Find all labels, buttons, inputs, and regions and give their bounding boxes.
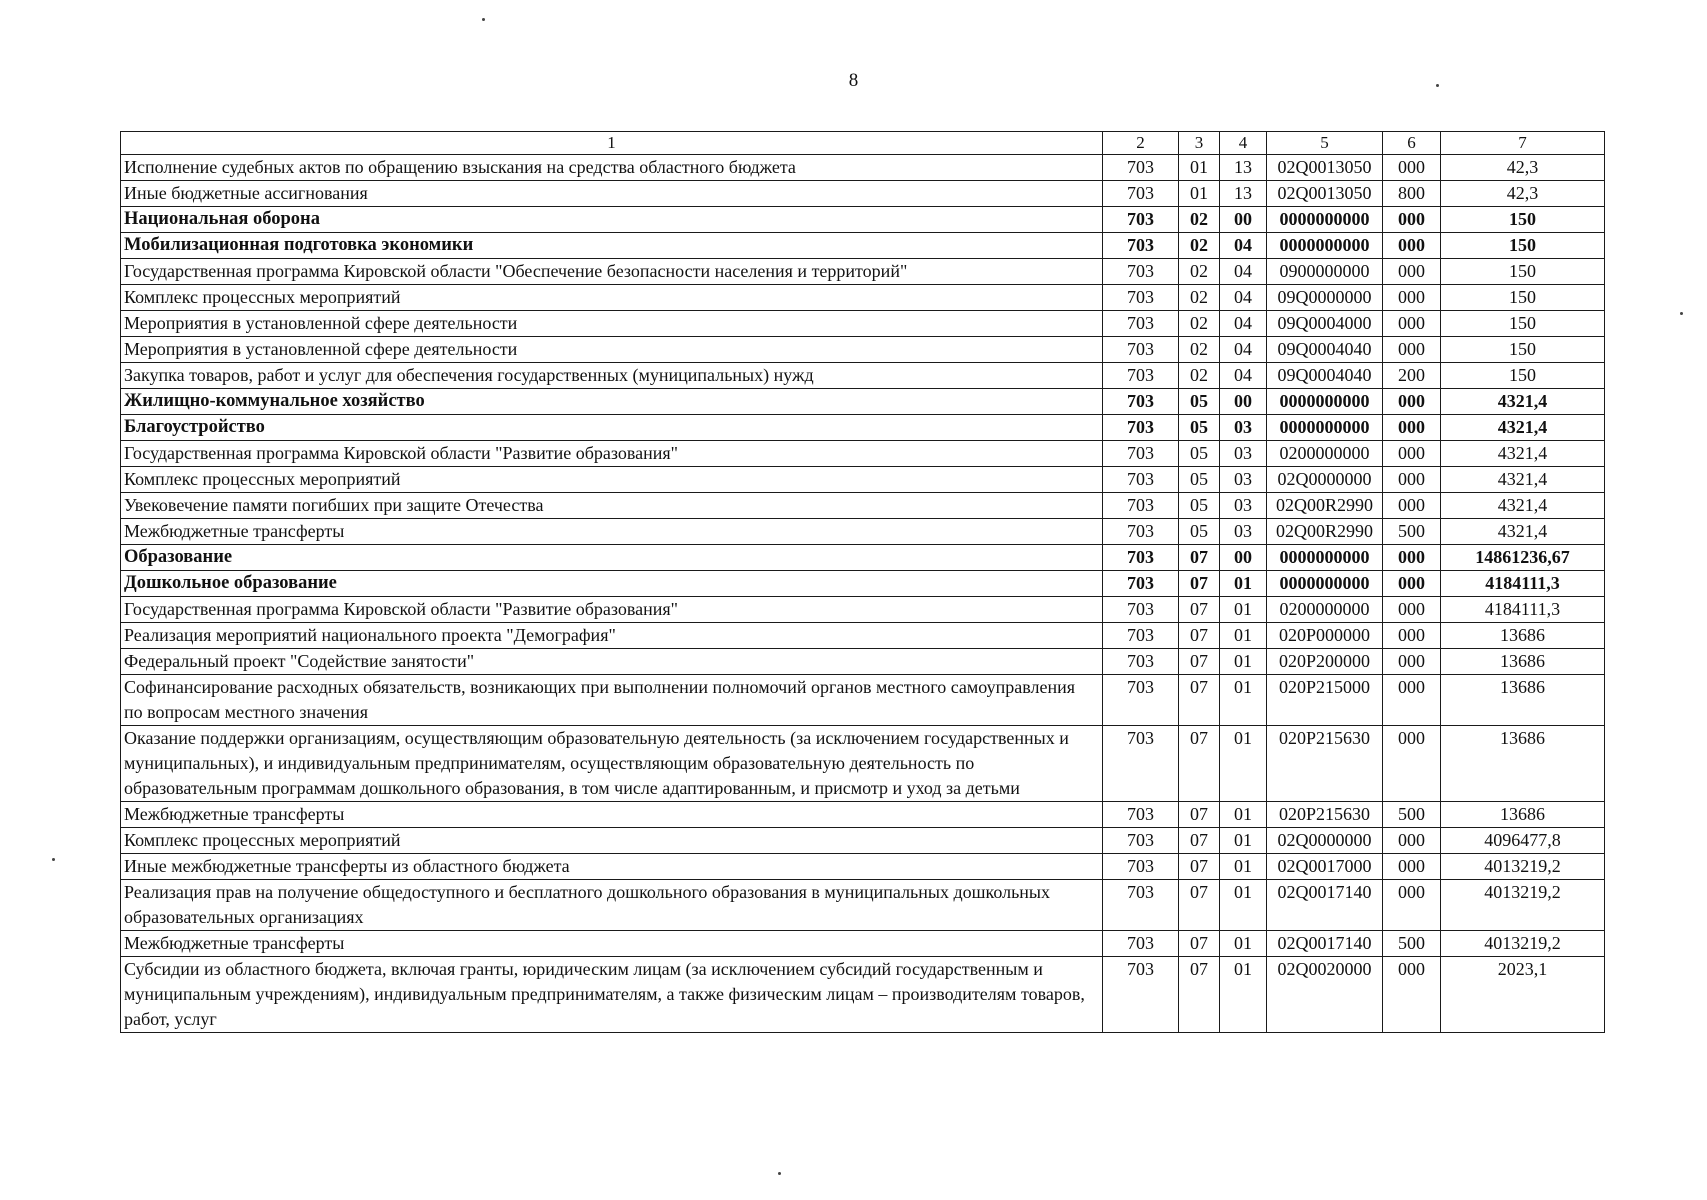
table-row — [121, 311, 1605, 337]
cell-code-5: 0000000000 — [1267, 207, 1383, 233]
cell-code-5: 02Q0000000 — [1267, 467, 1383, 493]
cell-amount: 150 — [1441, 259, 1605, 285]
cell-code-6: 000 — [1383, 285, 1441, 311]
cell-amount: 4184111,3 — [1441, 597, 1605, 623]
cell-code-6: 000 — [1383, 415, 1441, 441]
cell-amount: 4321,4 — [1441, 467, 1605, 493]
cell-code-6: 000 — [1383, 337, 1441, 363]
cell-amount: 4013219,2 — [1441, 880, 1605, 931]
column-header: 1 — [121, 132, 1103, 155]
row-name: Софинансирование расходных обязательств, возникающих при выполнении полномочий органов местного самоуправления по вопросам местного значения — [121, 675, 1103, 726]
column-header: 4 — [1220, 132, 1267, 155]
table-row — [121, 675, 1605, 726]
cell-amount: 14861236,67 — [1441, 545, 1605, 571]
cell-code-6: 000 — [1383, 649, 1441, 675]
row-name: Реализация прав на получение общедоступного и бесплатного дошкольного образования в муниципальных дошкольных образовательных организациях — [121, 880, 1103, 931]
cell-code-3: 07 — [1179, 597, 1220, 623]
table-row — [121, 726, 1605, 802]
cell-code-4: 01 — [1220, 726, 1267, 802]
table-row — [121, 519, 1605, 545]
cell-amount: 4184111,3 — [1441, 571, 1605, 597]
cell-code-6: 000 — [1383, 207, 1441, 233]
cell-code-3: 07 — [1179, 623, 1220, 649]
cell-code-3: 02 — [1179, 285, 1220, 311]
cell-code-2: 703 — [1103, 802, 1179, 828]
cell-code-2: 703 — [1103, 957, 1179, 1033]
row-name: Субсидии из областного бюджета, включая гранты, юридическим лицам (за исключением субсидий государственным и муниципальным учреждениям), индивидуальным предпринимателям, а также физическим лицам – производителям товаров, работ, услуг — [121, 957, 1103, 1033]
cell-code-5: 02Q00R2990 — [1267, 519, 1383, 545]
scan-speck — [1680, 312, 1683, 315]
row-name: Мероприятия в установленной сфере деятельности — [121, 337, 1103, 363]
row-name: Образование — [121, 545, 1103, 571]
cell-code-5: 0900000000 — [1267, 259, 1383, 285]
cell-code-3: 07 — [1179, 675, 1220, 726]
cell-code-3: 07 — [1179, 931, 1220, 957]
cell-amount: 4013219,2 — [1441, 854, 1605, 880]
row-name: Комплекс процессных мероприятий — [121, 467, 1103, 493]
cell-code-4: 01 — [1220, 571, 1267, 597]
cell-code-3: 05 — [1179, 415, 1220, 441]
cell-code-4: 00 — [1220, 207, 1267, 233]
cell-code-4: 01 — [1220, 957, 1267, 1033]
cell-code-3: 02 — [1179, 207, 1220, 233]
cell-code-6: 000 — [1383, 675, 1441, 726]
row-name: Оказание поддержки организациям, осуществляющим образовательную деятельность (за исключением государственных и муниципальных), и индивидуальным предпринимателям, осуществляющим образовательную деятельность по образовательным программам дошкольного образования, в том числе адаптированным, и присмотр и уход за детьми — [121, 726, 1103, 802]
scan-speck — [778, 1172, 781, 1175]
cell-amount: 150 — [1441, 363, 1605, 389]
cell-code-5: 09Q0000000 — [1267, 285, 1383, 311]
cell-amount: 150 — [1441, 207, 1605, 233]
cell-amount: 150 — [1441, 285, 1605, 311]
table-row — [121, 957, 1605, 1033]
row-name: Реализация мероприятий национального проекта "Демография" — [121, 623, 1103, 649]
cell-code-3: 05 — [1179, 389, 1220, 415]
table-row — [121, 802, 1605, 828]
table-row — [121, 545, 1605, 571]
cell-code-3: 07 — [1179, 802, 1220, 828]
cell-code-6: 500 — [1383, 519, 1441, 545]
cell-code-4: 13 — [1220, 155, 1267, 181]
cell-code-4: 01 — [1220, 880, 1267, 931]
cell-code-4: 04 — [1220, 233, 1267, 259]
cell-code-3: 01 — [1179, 181, 1220, 207]
cell-code-4: 03 — [1220, 467, 1267, 493]
cell-code-5: 02Q0017140 — [1267, 931, 1383, 957]
cell-code-2: 703 — [1103, 931, 1179, 957]
cell-code-2: 703 — [1103, 880, 1179, 931]
cell-amount: 4321,4 — [1441, 441, 1605, 467]
row-name: Межбюджетные трансферты — [121, 931, 1103, 957]
budget-table — [120, 131, 1605, 1033]
cell-code-3: 07 — [1179, 545, 1220, 571]
cell-code-2: 703 — [1103, 649, 1179, 675]
table-row — [121, 155, 1605, 181]
cell-amount: 4013219,2 — [1441, 931, 1605, 957]
cell-amount: 4096477,8 — [1441, 828, 1605, 854]
cell-amount: 4321,4 — [1441, 519, 1605, 545]
cell-code-5: 0200000000 — [1267, 597, 1383, 623]
cell-code-4: 01 — [1220, 649, 1267, 675]
cell-code-4: 03 — [1220, 415, 1267, 441]
cell-code-4: 01 — [1220, 854, 1267, 880]
table-row — [121, 623, 1605, 649]
cell-amount: 42,3 — [1441, 155, 1605, 181]
row-name: Иные бюджетные ассигнования — [121, 181, 1103, 207]
cell-code-2: 703 — [1103, 337, 1179, 363]
table-row — [121, 233, 1605, 259]
cell-code-4: 01 — [1220, 623, 1267, 649]
cell-code-4: 04 — [1220, 259, 1267, 285]
row-name: Федеральный проект "Содействие занятости" — [121, 649, 1103, 675]
cell-code-3: 07 — [1179, 649, 1220, 675]
cell-code-6: 000 — [1383, 311, 1441, 337]
cell-code-2: 703 — [1103, 726, 1179, 802]
cell-code-3: 07 — [1179, 880, 1220, 931]
cell-amount: 4321,4 — [1441, 415, 1605, 441]
cell-code-3: 05 — [1179, 467, 1220, 493]
cell-amount: 13686 — [1441, 675, 1605, 726]
page-number: 8 — [848, 70, 859, 91]
cell-amount: 2023,1 — [1441, 957, 1605, 1033]
row-name: Государственная программа Кировской области "Обеспечение безопасности населения и территорий" — [121, 259, 1103, 285]
cell-code-5: 09Q0004040 — [1267, 337, 1383, 363]
row-name: Государственная программа Кировской области "Развитие образования" — [121, 441, 1103, 467]
cell-code-2: 703 — [1103, 545, 1179, 571]
scan-speck — [482, 18, 485, 21]
cell-amount: 150 — [1441, 311, 1605, 337]
cell-code-5: 020P215630 — [1267, 726, 1383, 802]
cell-amount: 42,3 — [1441, 181, 1605, 207]
cell-code-3: 07 — [1179, 854, 1220, 880]
cell-code-4: 03 — [1220, 493, 1267, 519]
table-row — [121, 181, 1605, 207]
table-row — [121, 467, 1605, 493]
cell-code-4: 04 — [1220, 337, 1267, 363]
cell-code-5: 02Q0000000 — [1267, 828, 1383, 854]
cell-code-6: 000 — [1383, 467, 1441, 493]
table-row — [121, 337, 1605, 363]
cell-code-2: 703 — [1103, 285, 1179, 311]
cell-code-6: 000 — [1383, 597, 1441, 623]
cell-code-3: 02 — [1179, 311, 1220, 337]
cell-code-5: 02Q0017140 — [1267, 880, 1383, 931]
table-row — [121, 931, 1605, 957]
table-row — [121, 828, 1605, 854]
row-name: Жилищно-коммунальное хозяйство — [121, 389, 1103, 415]
cell-code-5: 0000000000 — [1267, 545, 1383, 571]
header-row — [121, 132, 1605, 155]
cell-code-2: 703 — [1103, 675, 1179, 726]
cell-code-6: 000 — [1383, 441, 1441, 467]
cell-code-6: 500 — [1383, 802, 1441, 828]
cell-code-2: 703 — [1103, 467, 1179, 493]
cell-code-3: 05 — [1179, 493, 1220, 519]
cell-code-2: 703 — [1103, 571, 1179, 597]
cell-amount: 13686 — [1441, 802, 1605, 828]
cell-code-2: 703 — [1103, 623, 1179, 649]
cell-code-2: 703 — [1103, 415, 1179, 441]
table-row — [121, 880, 1605, 931]
cell-amount: 13686 — [1441, 726, 1605, 802]
cell-code-5: 09Q0004040 — [1267, 363, 1383, 389]
table-row — [121, 207, 1605, 233]
cell-code-5: 02Q0013050 — [1267, 181, 1383, 207]
cell-code-4: 13 — [1220, 181, 1267, 207]
cell-code-4: 00 — [1220, 545, 1267, 571]
table-row — [121, 597, 1605, 623]
table-row — [121, 571, 1605, 597]
cell-code-5: 020P200000 — [1267, 649, 1383, 675]
cell-code-5: 020P000000 — [1267, 623, 1383, 649]
column-header: 6 — [1383, 132, 1441, 155]
row-name: Комплекс процессных мероприятий — [121, 285, 1103, 311]
scan-speck — [1436, 84, 1439, 87]
table-row — [121, 441, 1605, 467]
cell-code-5: 02Q0017000 — [1267, 854, 1383, 880]
cell-code-3: 02 — [1179, 233, 1220, 259]
cell-code-6: 200 — [1383, 363, 1441, 389]
cell-code-3: 05 — [1179, 441, 1220, 467]
cell-code-5: 02Q00R2990 — [1267, 493, 1383, 519]
cell-code-4: 04 — [1220, 311, 1267, 337]
cell-code-4: 03 — [1220, 519, 1267, 545]
cell-code-6: 000 — [1383, 571, 1441, 597]
cell-code-6: 800 — [1383, 181, 1441, 207]
cell-code-2: 703 — [1103, 259, 1179, 285]
cell-code-6: 000 — [1383, 259, 1441, 285]
table-body — [121, 155, 1605, 1033]
cell-code-3: 05 — [1179, 519, 1220, 545]
row-name: Благоустройство — [121, 415, 1103, 441]
row-name: Государственная программа Кировской области "Развитие образования" — [121, 597, 1103, 623]
row-name: Мероприятия в установленной сфере деятельности — [121, 311, 1103, 337]
cell-code-3: 07 — [1179, 726, 1220, 802]
cell-code-2: 703 — [1103, 389, 1179, 415]
cell-code-5: 02Q0020000 — [1267, 957, 1383, 1033]
cell-code-5: 020P215630 — [1267, 802, 1383, 828]
table-row — [121, 854, 1605, 880]
table-row — [121, 389, 1605, 415]
column-header: 2 — [1103, 132, 1179, 155]
row-name: Межбюджетные трансферты — [121, 802, 1103, 828]
cell-code-5: 09Q0004000 — [1267, 311, 1383, 337]
cell-code-6: 000 — [1383, 726, 1441, 802]
column-header: 7 — [1441, 132, 1605, 155]
table-row — [121, 415, 1605, 441]
cell-code-4: 04 — [1220, 285, 1267, 311]
table-row — [121, 285, 1605, 311]
cell-code-2: 703 — [1103, 155, 1179, 181]
cell-code-5: 0000000000 — [1267, 415, 1383, 441]
cell-code-3: 02 — [1179, 363, 1220, 389]
cell-code-5: 02Q0013050 — [1267, 155, 1383, 181]
cell-code-4: 01 — [1220, 828, 1267, 854]
cell-code-4: 01 — [1220, 675, 1267, 726]
cell-amount: 150 — [1441, 337, 1605, 363]
cell-code-5: 0000000000 — [1267, 233, 1383, 259]
cell-code-6: 000 — [1383, 493, 1441, 519]
cell-code-4: 01 — [1220, 597, 1267, 623]
cell-code-3: 07 — [1179, 571, 1220, 597]
cell-amount: 4321,4 — [1441, 389, 1605, 415]
cell-code-5: 0200000000 — [1267, 441, 1383, 467]
scan-speck — [52, 858, 55, 861]
row-name: Исполнение судебных актов по обращению взыскания на средства областного бюджета — [121, 155, 1103, 181]
table-row — [121, 363, 1605, 389]
cell-code-2: 703 — [1103, 519, 1179, 545]
row-name: Иные межбюджетные трансферты из областного бюджета — [121, 854, 1103, 880]
row-name: Межбюджетные трансферты — [121, 519, 1103, 545]
cell-code-2: 703 — [1103, 311, 1179, 337]
cell-code-6: 000 — [1383, 828, 1441, 854]
cell-code-6: 000 — [1383, 155, 1441, 181]
cell-code-2: 703 — [1103, 207, 1179, 233]
row-name: Увековечение памяти погибших при защите Отечества — [121, 493, 1103, 519]
cell-code-6: 000 — [1383, 880, 1441, 931]
cell-code-4: 03 — [1220, 441, 1267, 467]
cell-code-4: 00 — [1220, 389, 1267, 415]
cell-amount: 13686 — [1441, 623, 1605, 649]
cell-code-3: 07 — [1179, 828, 1220, 854]
cell-code-3: 07 — [1179, 957, 1220, 1033]
cell-code-2: 703 — [1103, 597, 1179, 623]
cell-code-2: 703 — [1103, 828, 1179, 854]
cell-code-4: 01 — [1220, 931, 1267, 957]
row-name: Закупка товаров, работ и услуг для обеспечения государственных (муниципальных) нужд — [121, 363, 1103, 389]
cell-code-6: 000 — [1383, 545, 1441, 571]
row-name: Дошкольное образование — [121, 571, 1103, 597]
cell-code-2: 703 — [1103, 493, 1179, 519]
cell-code-4: 04 — [1220, 363, 1267, 389]
cell-code-3: 02 — [1179, 259, 1220, 285]
cell-code-5: 020P215000 — [1267, 675, 1383, 726]
cell-code-5: 0000000000 — [1267, 571, 1383, 597]
cell-code-6: 000 — [1383, 233, 1441, 259]
cell-code-5: 0000000000 — [1267, 389, 1383, 415]
column-header: 3 — [1179, 132, 1220, 155]
cell-code-6: 000 — [1383, 623, 1441, 649]
cell-amount: 150 — [1441, 233, 1605, 259]
cell-code-2: 703 — [1103, 363, 1179, 389]
cell-code-6: 000 — [1383, 854, 1441, 880]
cell-code-6: 500 — [1383, 931, 1441, 957]
cell-code-4: 01 — [1220, 802, 1267, 828]
cell-code-6: 000 — [1383, 957, 1441, 1033]
cell-code-2: 703 — [1103, 441, 1179, 467]
row-name: Комплекс процессных мероприятий — [121, 828, 1103, 854]
cell-code-3: 02 — [1179, 337, 1220, 363]
cell-code-6: 000 — [1383, 389, 1441, 415]
table-row — [121, 259, 1605, 285]
cell-code-2: 703 — [1103, 854, 1179, 880]
cell-amount: 13686 — [1441, 649, 1605, 675]
table-row — [121, 649, 1605, 675]
cell-code-2: 703 — [1103, 233, 1179, 259]
row-name: Мобилизационная подготовка экономики — [121, 233, 1103, 259]
cell-amount: 4321,4 — [1441, 493, 1605, 519]
cell-code-2: 703 — [1103, 181, 1179, 207]
cell-code-3: 01 — [1179, 155, 1220, 181]
column-header: 5 — [1267, 132, 1383, 155]
table-row — [121, 493, 1605, 519]
row-name: Национальная оборона — [121, 207, 1103, 233]
